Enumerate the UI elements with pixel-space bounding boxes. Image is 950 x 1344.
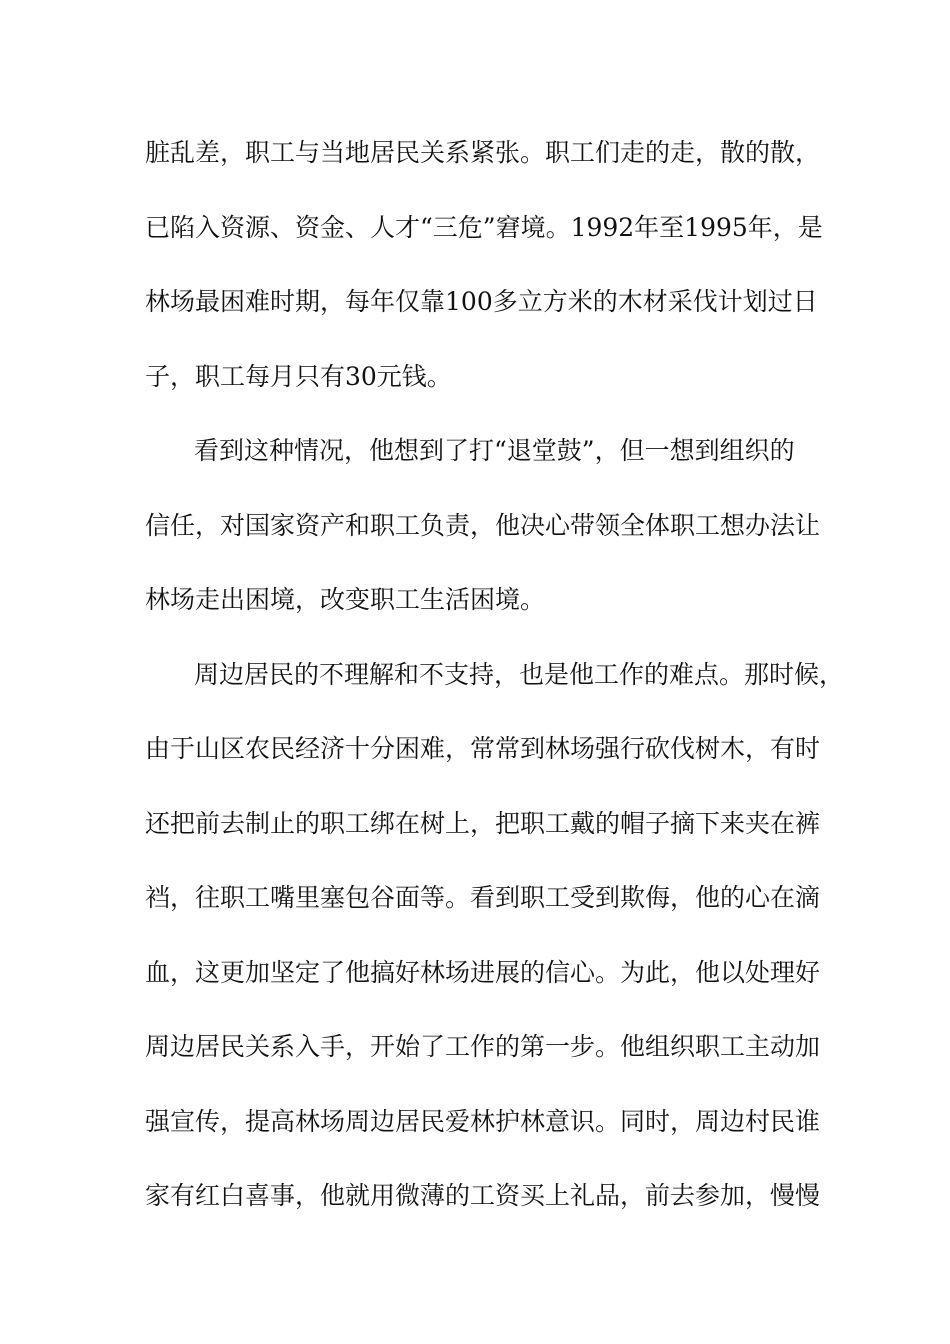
text-line: 林场最困难时期，每年仅靠100多立方米的木材采伐计划过日 [145,287,818,316]
text-line: 已陷入资源、资金、人才“三危”窘境。1992年至1995年，是 [145,212,823,242]
paragraph-first-line: 看到这种情况，他想到了打“退堂鼓”，但一想到组织的 [194,436,795,465]
text-line: 还把前去制止的职工绑在树上，把职工戴的帽子摘下来夹在裤 [145,808,821,838]
text-line: 强宣传，提高林场周边居民爱林护林意识。同时，周边村民谁 [145,1106,821,1136]
text-line: 信任，对国家资产和职工负责，他决心带领全体职工想办法让 [145,510,821,540]
body-text [145,128,845,1246]
text-line: 子，职工每月只有30元钱。 [145,361,452,391]
text-line: 脏乱差，职工与当地居民关系紧张。职工们走的走，散的散， [145,138,821,167]
text-line: 由于山区农民经济十分困难，常常到林场强行砍伐树木，有时 [145,734,821,763]
text-line: 血，这更加坚定了他搞好林场进展的信心。为此，他以处理好 [145,957,821,987]
paragraph-first-line: 周边居民的不理解和不支持，也是他工作的难点。那时候， [194,659,845,689]
text-line: 裆，往职工嘴里塞包谷面等。看到职工受到欺侮，他的心在滴 [145,883,821,912]
text-line: 周边居民关系入手，开始了工作的第一步。他组织职工主动加 [145,1032,821,1061]
text-line: 林场走出困境，改变职工生活困境。 [145,585,546,614]
text-line: 家有红白喜事，他就用微薄的工资买上礼品，前去参加，慢慢 [145,1181,821,1210]
